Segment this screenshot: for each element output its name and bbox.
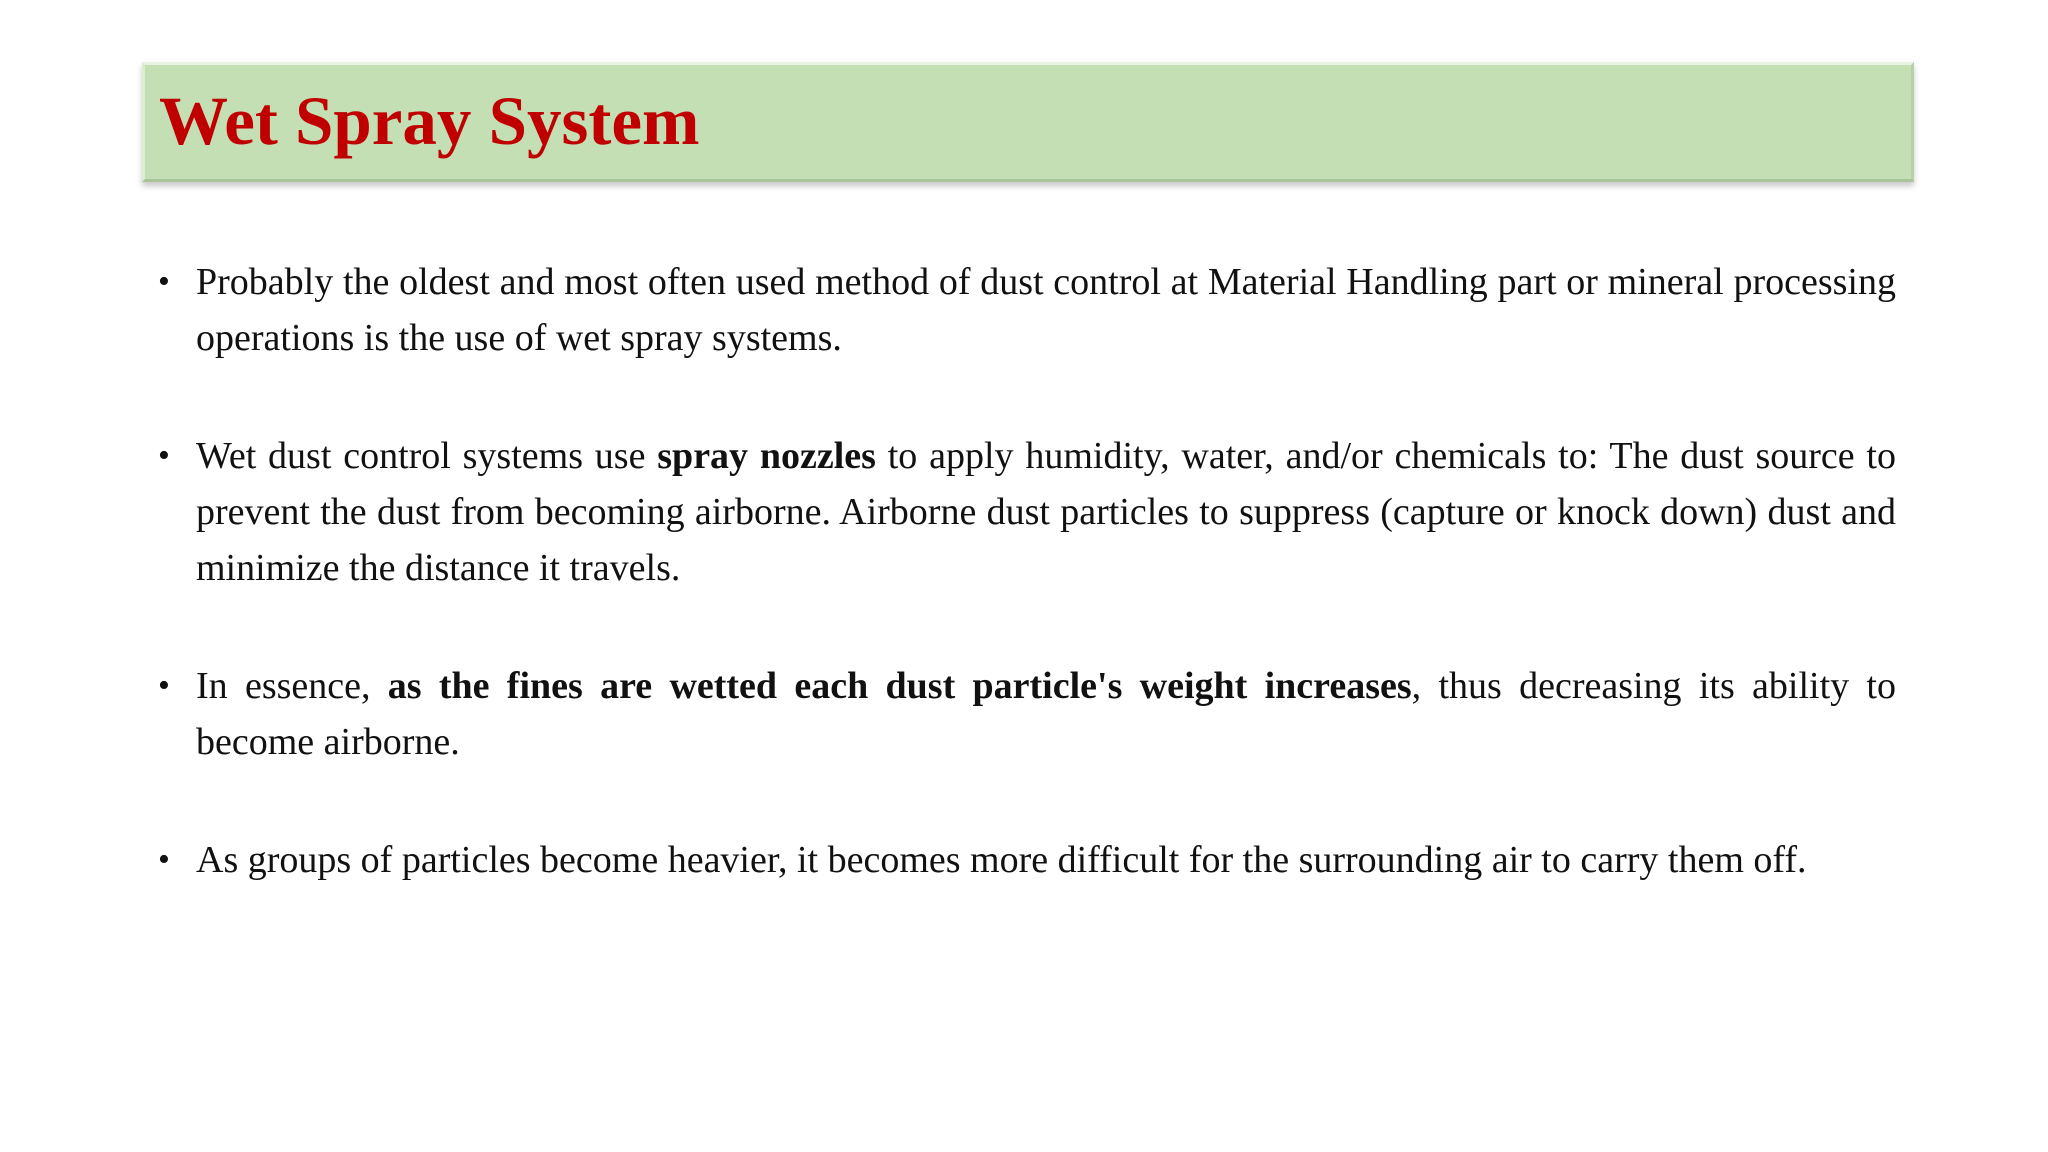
bullet-bold-text: spray nozzles — [657, 435, 876, 477]
bullet-dot-icon: • — [158, 841, 170, 878]
bullet-bold-text: as the fines are wetted each dust particle's weight increases — [387, 665, 1412, 707]
bullet-text: As groups of particles become heavier, it becomes more difficult for the surrounding air to carry them off. — [196, 839, 1807, 881]
bullet-text: to apply humidity, water, and/or chemicals to: The dust source to prevent the dust from becoming airborne. Airborne dust particles to suppress (capture or knock down) dust and minimize the distance it travels. — [196, 435, 1896, 589]
bullet-dot-icon: • — [158, 263, 170, 300]
bullet-list — [158, 254, 1896, 950]
bullet-text: Wet dust control systems use — [196, 435, 658, 477]
bullet-item — [158, 832, 1896, 888]
bullet-text: , thus decreasing its ability to become airborne. — [196, 665, 1896, 763]
bullet-item — [158, 658, 1896, 770]
bullet-text: In essence, — [196, 665, 388, 707]
title-banner — [142, 62, 1914, 182]
bullet-text: Probably the oldest and most often used method of dust control at Material Handling part or mineral processing operations is the use of wet spray systems. — [196, 261, 1896, 359]
bullet-item — [158, 254, 1896, 366]
bullet-dot-icon: • — [158, 437, 170, 474]
slide-title: Wet Spray System — [159, 83, 700, 159]
bullet-dot-icon: • — [158, 667, 170, 704]
bullet-item — [158, 428, 1896, 596]
